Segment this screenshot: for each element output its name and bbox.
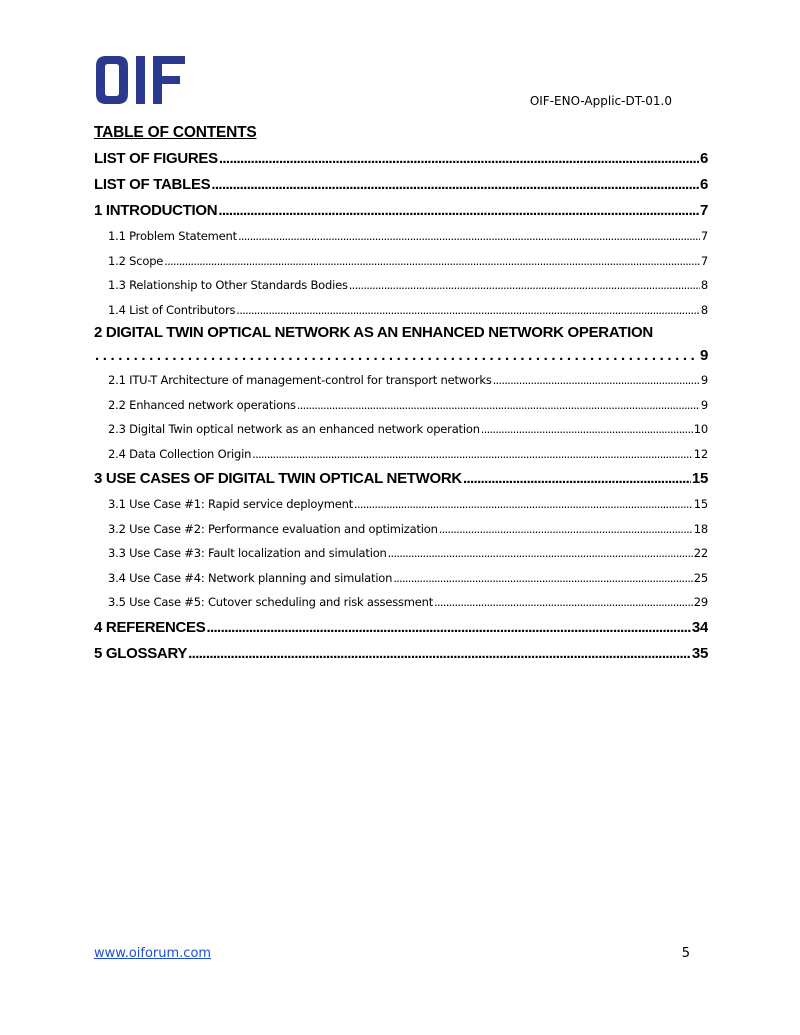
toc-entry-digital-twin-optical-network[interactable]: 2.3 Digital Twin optical network as an enhanced network operation . . . 10 xyxy=(94,417,708,442)
toc-entry-relationship-standards[interactable]: 1.3 Relationship to Other Standards Bodies . . . 8 xyxy=(94,273,708,298)
document-id: OIF-ENO-Applic-DT-01.0 xyxy=(529,94,672,108)
toc-entry-introduction[interactable]: 1 INTRODUCTION . . . 7 xyxy=(94,198,708,224)
toc-entry-itu-t-architecture[interactable]: 2.1 ITU-T Architecture of management-control for transport networks . . . 9 xyxy=(94,368,708,393)
toc-entry-list-of-tables[interactable]: LIST OF TABLES . . . 6 xyxy=(94,172,708,198)
toc-entry-data-collection-origin[interactable]: 2.4 Data Collection Origin . . . 12 xyxy=(94,442,708,467)
toc-entry-scope[interactable]: 1.2 Scope . . . 7 xyxy=(94,249,708,274)
toc-entry-use-case-5[interactable]: 3.5 Use Case #5: Cutover scheduling and risk assessment . . . 29 xyxy=(94,590,708,615)
toc-entry-problem-statement[interactable]: 1.1 Problem Statement . . . 7 xyxy=(94,224,708,249)
toc-entry-enhanced-network-operations[interactable]: 2.2 Enhanced network operations . . . 9 xyxy=(94,393,708,418)
toc-entry-use-case-3[interactable]: 3.3 Use Case #3: Fault localization and simulation . . . 22 xyxy=(94,541,708,566)
page-number: 5 xyxy=(681,946,690,961)
toc-entry-use-case-1[interactable]: 3.1 Use Case #1: Rapid service deployment . . . 15 xyxy=(94,492,708,517)
toc-entry-use-case-4[interactable]: 3.4 Use Case #4: Network planning and simulation . . . 25 xyxy=(94,566,708,591)
toc-entry-use-cases[interactable]: 3 USE CASES OF DIGITAL TWIN OPTICAL NETWORK . . . 15 xyxy=(94,466,708,492)
table-of-contents xyxy=(94,146,708,667)
toc-entry-list-of-figures[interactable]: LIST OF FIGURES . . . 6 xyxy=(94,146,708,172)
toc-title: TABLE OF CONTENTS xyxy=(94,124,257,141)
website-link[interactable]: www.oiforum.com xyxy=(94,946,212,961)
toc-entry-list-of-contributors[interactable]: 1.4 List of Contributors . . . 8 xyxy=(94,298,708,323)
oif-logo xyxy=(96,56,186,104)
toc-entry-use-case-2[interactable]: 3.2 Use Case #2: Performance evaluation and optimization . . . 18 xyxy=(94,517,708,542)
toc-entry-glossary[interactable]: 5 GLOSSARY . . . 35 xyxy=(94,641,708,667)
toc-entry-digital-twin-enhanced-operation[interactable]: 2 DIGITAL TWIN OPTICAL NETWORK AS AN ENHANCED NETWORK OPERATION . . . 9 xyxy=(94,322,708,368)
toc-entry-references[interactable]: 4 REFERENCES . . . 34 xyxy=(94,615,708,641)
